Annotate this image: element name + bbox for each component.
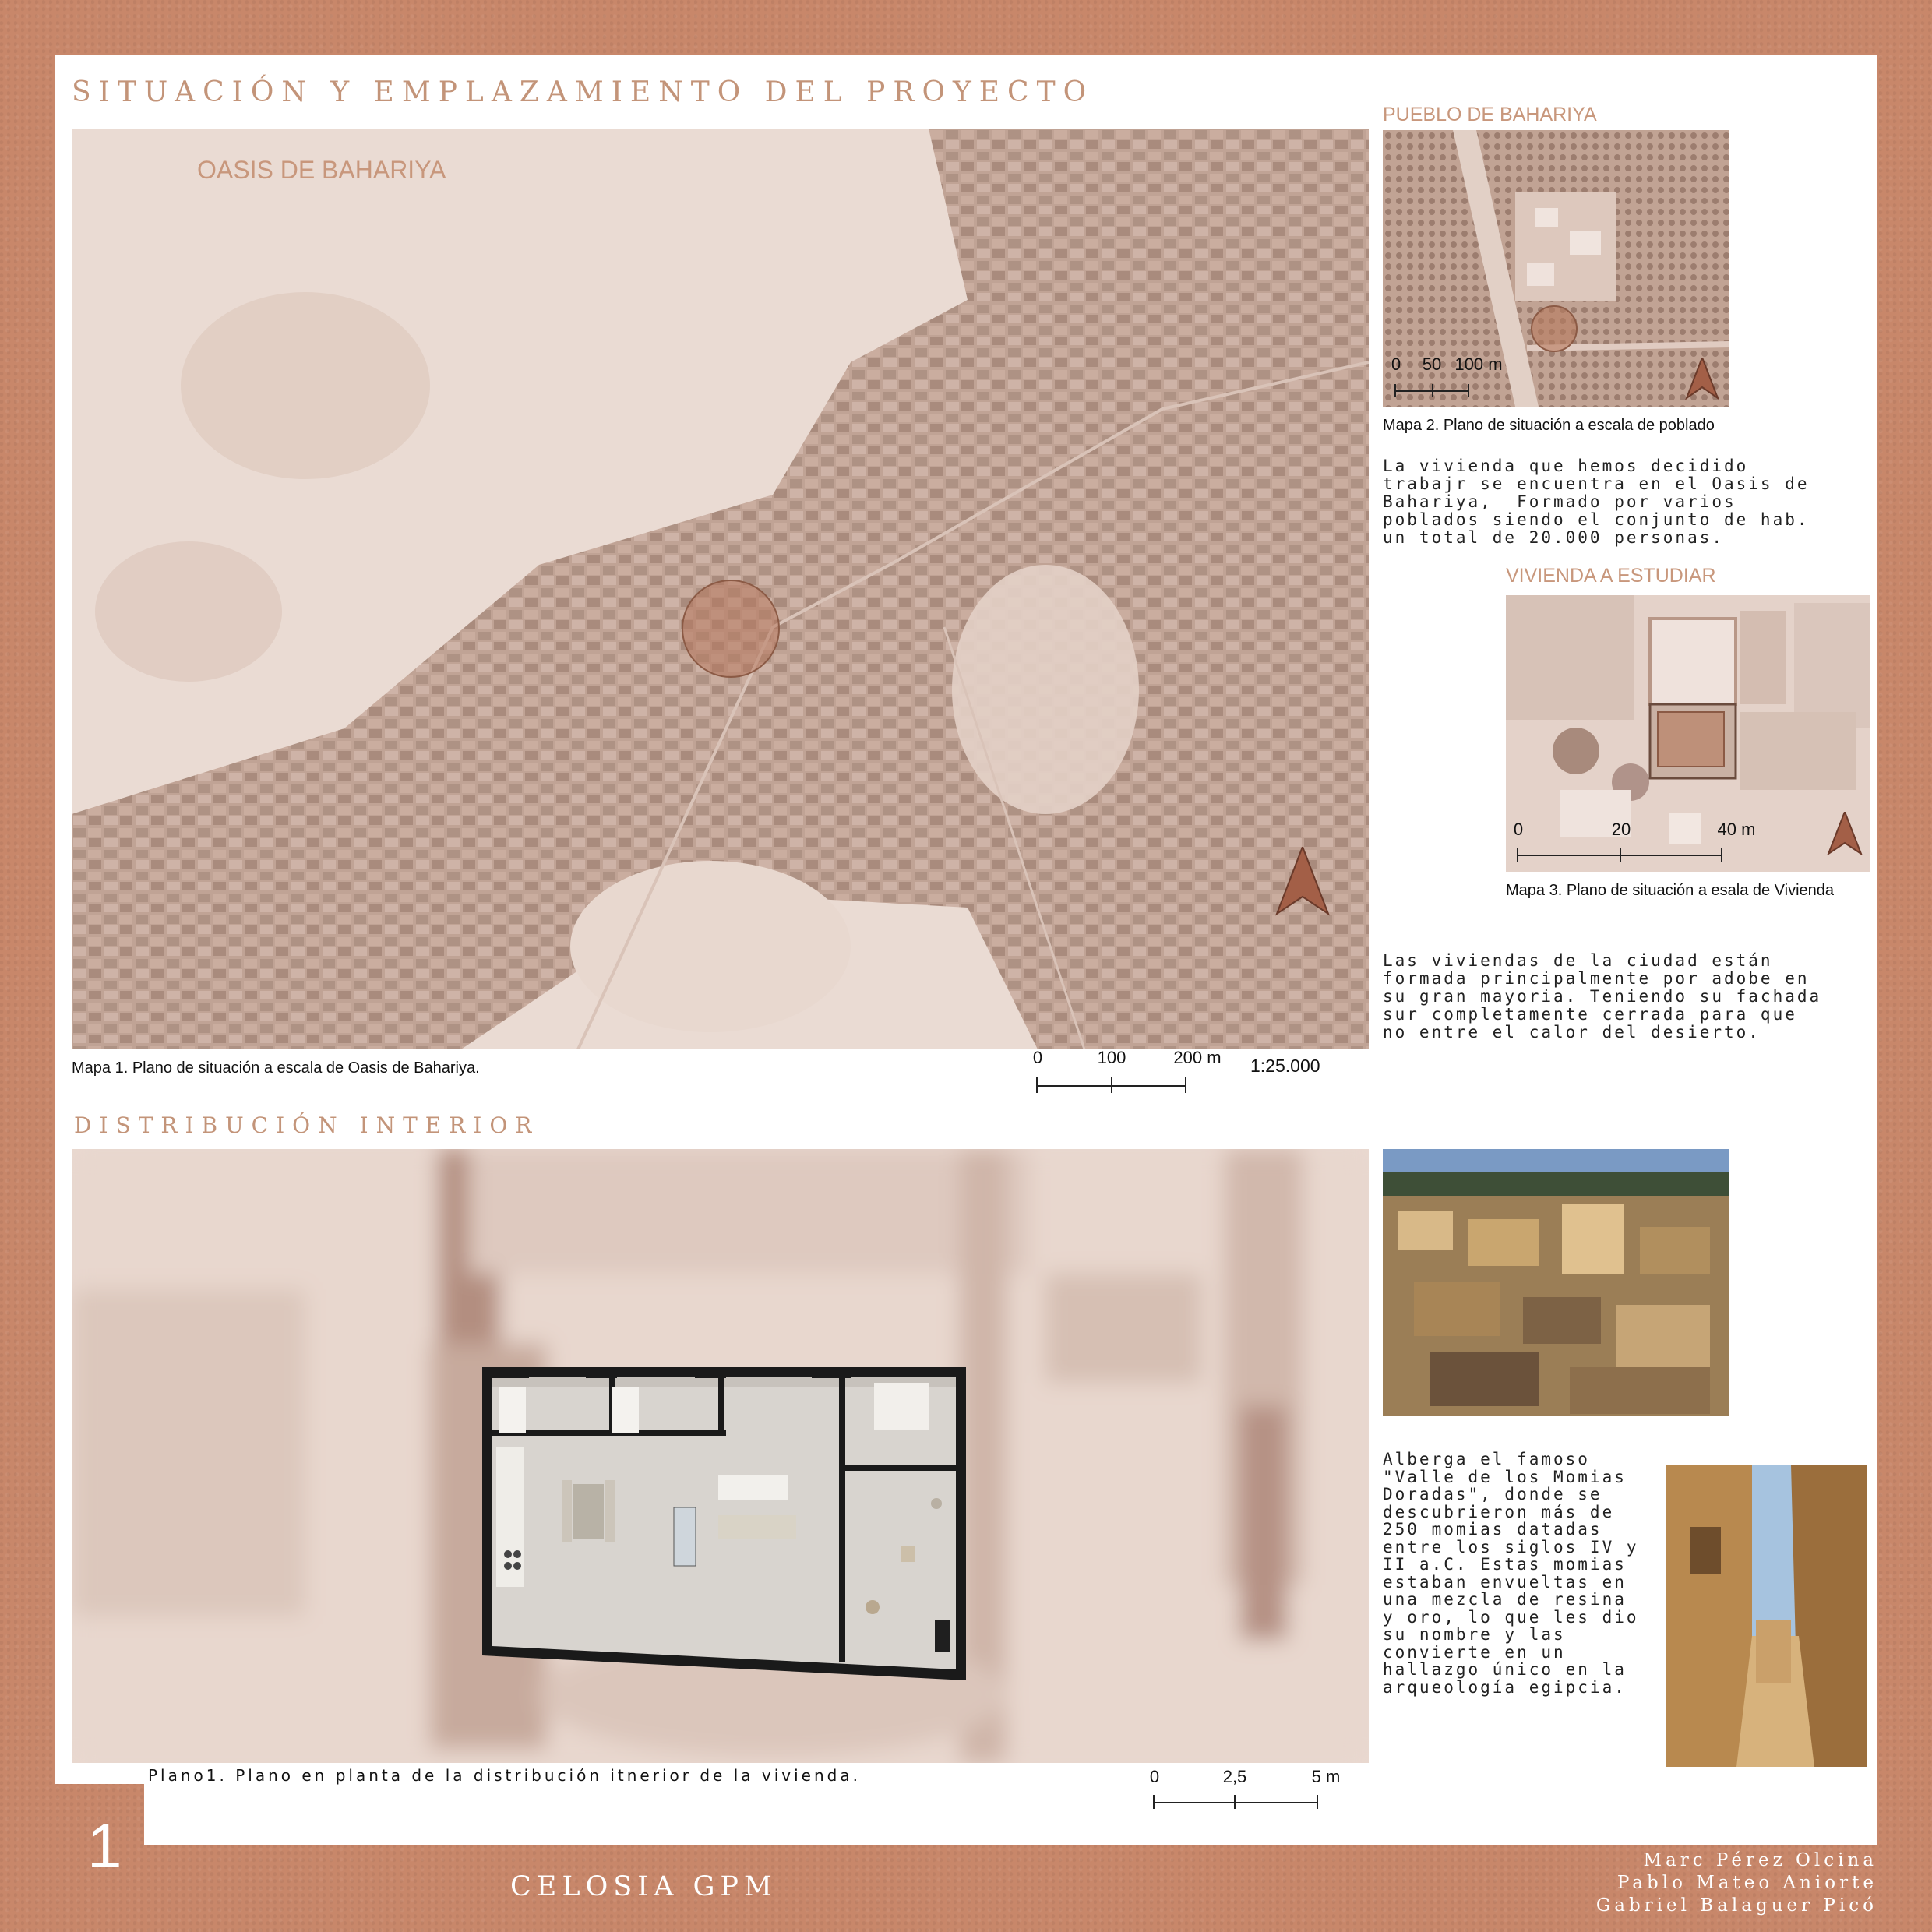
scale-label-0: 0 <box>1513 820 1524 839</box>
photo-town-graphic <box>1383 1149 1729 1416</box>
map-house-scalebar <box>1513 820 1756 866</box>
map-oasis-scalebar <box>1032 1048 1222 1095</box>
scale-label-100: 100 <box>1097 1048 1126 1067</box>
text-vivienda-oasis: La vivienda que hemos decidido trabajr se encuentra en el Oasis de Bahariya, Formado por varios poblados siendo el conjunto de hab. un total de 20.000 personas. <box>1383 457 1810 547</box>
map-oasis-caption: Mapa 1. Plano de situación a escala de Oasis de Bahariya. <box>72 1059 480 1077</box>
author-1: Marc Pérez Olcina <box>1643 1850 1877 1870</box>
north-arrow-icon <box>1275 847 1330 917</box>
floor-plan-graphic <box>72 1149 1369 1763</box>
map-town-title: PUEBLO DE BAHARIYA <box>1383 104 1597 125</box>
north-arrow-icon <box>1685 358 1719 400</box>
photo-street-graphic <box>1666 1465 1867 1767</box>
floor-plan-caption: Plano1. Plano en planta de la distribución itnerior de la vivienda. <box>148 1766 861 1785</box>
scale-label-0: 0 <box>1149 1767 1160 1786</box>
scale-label-0: 0 <box>1032 1048 1043 1067</box>
map-town-caption: Mapa 2. Plano de situación a escala de poblado <box>1383 417 1715 434</box>
scale-label-200: 200 m <box>1173 1048 1222 1067</box>
map-house-caption: Mapa 3. Plano de situación a esala de Vivienda <box>1506 882 1835 899</box>
text-viviendas-adobe: Las viviendas de la ciudad están formada principalmente por adobe en su gran mayoria. Teniendo su fachada sur completamente cerrada para que no entre el calor del desierto. <box>1383 951 1822 1042</box>
brand-name: CELOSIA GPM <box>510 1871 777 1902</box>
north-arrow-icon <box>1827 812 1863 855</box>
map-oasis-label: OASIS DE BAHARIYA <box>197 156 446 184</box>
scale-label-20: 20 <box>1611 820 1631 839</box>
floor-plan-image <box>72 1149 1369 1763</box>
scale-label-40: 40 m <box>1717 820 1756 839</box>
scale-label-50: 50 <box>1422 354 1442 374</box>
photo-town-panorama <box>1383 1149 1729 1416</box>
map-oasis-graphic <box>72 129 1369 1049</box>
map-oasis-image <box>72 129 1369 1049</box>
scale-label-0: 0 <box>1391 354 1401 374</box>
map-oasis-scale-ratio: 1:25.000 <box>1250 1056 1320 1076</box>
scale-label-100: 100 m <box>1454 354 1503 374</box>
photo-street <box>1666 1465 1867 1767</box>
section-title-distribucion: DISTRIBUCIÓN INTERIOR <box>74 1112 540 1138</box>
text-valle-momias: Alberga el famoso "Valle de los Momias Doradas", donde se descubrieron más de 250 momias datadas entre los siglos IV y II a.C. Estas momias estaban envueltas en una mezcla de resina y oro, lo que les dio su nombre y las convierte en un hallazgo único en la arqueología egipcia. <box>1383 1450 1639 1697</box>
map-town-scalebar <box>1391 354 1503 401</box>
section-title-situacion: SITUACIÓN Y EMPLAZAMIENTO DEL PROYECTO <box>72 76 1095 108</box>
scale-label-5: 5 m <box>1311 1767 1341 1786</box>
map-house-title: VIVIENDA A ESTUDIAR <box>1506 565 1716 587</box>
scale-label-2-5: 2,5 <box>1222 1767 1247 1786</box>
author-3: Gabriel Balaguer Picó <box>1595 1895 1877 1916</box>
author-2: Pablo Mateo Aniorte <box>1616 1873 1877 1893</box>
page-number: 1 <box>87 1811 122 1881</box>
sheet-bottom <box>144 1776 1877 1845</box>
floor-plan-scalebar <box>1149 1767 1341 1814</box>
